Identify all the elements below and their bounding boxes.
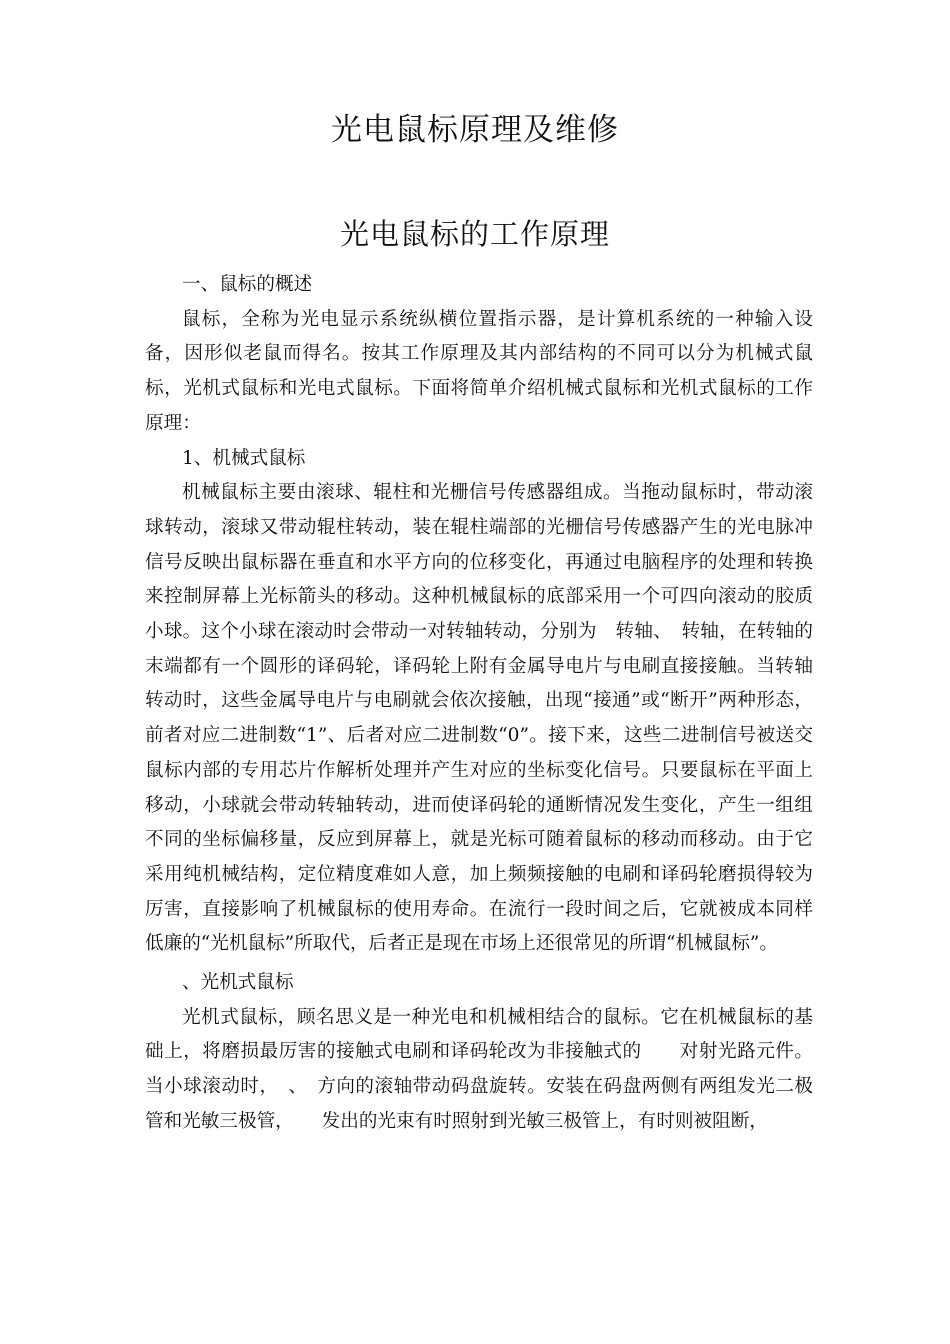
document-title: 光电鼠标原理及维修 [331, 112, 619, 148]
paragraph-opto-mechanical-mouse: 光机式鼠标，顾名思义是一种光电和机械相结合的鼠标。它在机械鼠标的基础上，将磨损最厉害的接触式电刷和译码轮改为非接触式的 对射光路元件。当小球滚动时， 、 方向的滚轴带动码盘旋转。安装在码盘两侧有两组发光二极管和光敏三极管， 发出的光束有时照射到光敏三极管上，有时则被阻断， [145, 1006, 813, 1132]
paragraph-mechanical-mouse: 机械鼠标主要由滚球、辊柱和光栅信号传感器组成。当拖动鼠标时，带动滚球转动，滚球又带动辊柱转动，装在辊柱端部的光栅信号传感器产生的光电脉冲信号反映出鼠标器在垂直和水平方向的位移变化，再通过电脑程序的处理和转换来控制屏幕上光标箭头的移动。这种机械鼠标的底部采用一个可四向滚动的胶质小球。这个小球在滚动时会带动一对转轴转动，分别为 转轴、 转轴，在转轴的末端都有一个圆形的译码轮，译码轮上附有金属导电片与电刷直接接触。当转轴转动时，这些金属导电片与电刷就会依次接触，出现“接通”或“断开”两种形态，前者对应二进制数“1”、后者对应二进制数“0”。接下来，这些二进制信号被送交鼠标内部的专用芯片作解析处理并产生对应的坐标变化信号。只要鼠标在平面上移动，小球就会带动转轴转动，进而使译码轮的通断情况发生变化，产生一组组不同的坐标偏移量，反应到屏幕上，就是光标可随着鼠标的移动而移动。由于它采用纯机械结构，定位精度难如人意，加上频频接触的电刷和译码轮磨损得较为厉害，直接影响了机械鼠标的使用寿命。在流行一段时间之后，它就被成本同样低廉的“光机鼠标”所取代，后者正是现在市场上还很常见的所谓“机械鼠标”。 [145, 482, 813, 955]
heading-opto-mechanical-mouse: 、光机式鼠标 [182, 972, 294, 994]
section-title: 光电鼠标的工作原理 [339, 217, 610, 251]
document-body [145, 268, 813, 1140]
heading-overview: 一、鼠标的概述 [182, 274, 313, 295]
paragraph-overview: 鼠标，全称为光电显示系统纵横位置指示器，是计算机系统的一种输入设备，因形似老鼠而得名。按其工作原理及其内部结构的不同可以分为机械式鼠标，光机式鼠标和光电式鼠标。下面将简单介绍机械式鼠标和光机式鼠标的工作原理： [145, 308, 813, 434]
heading-mechanical-mouse: 1、机械式鼠标 [182, 447, 306, 469]
